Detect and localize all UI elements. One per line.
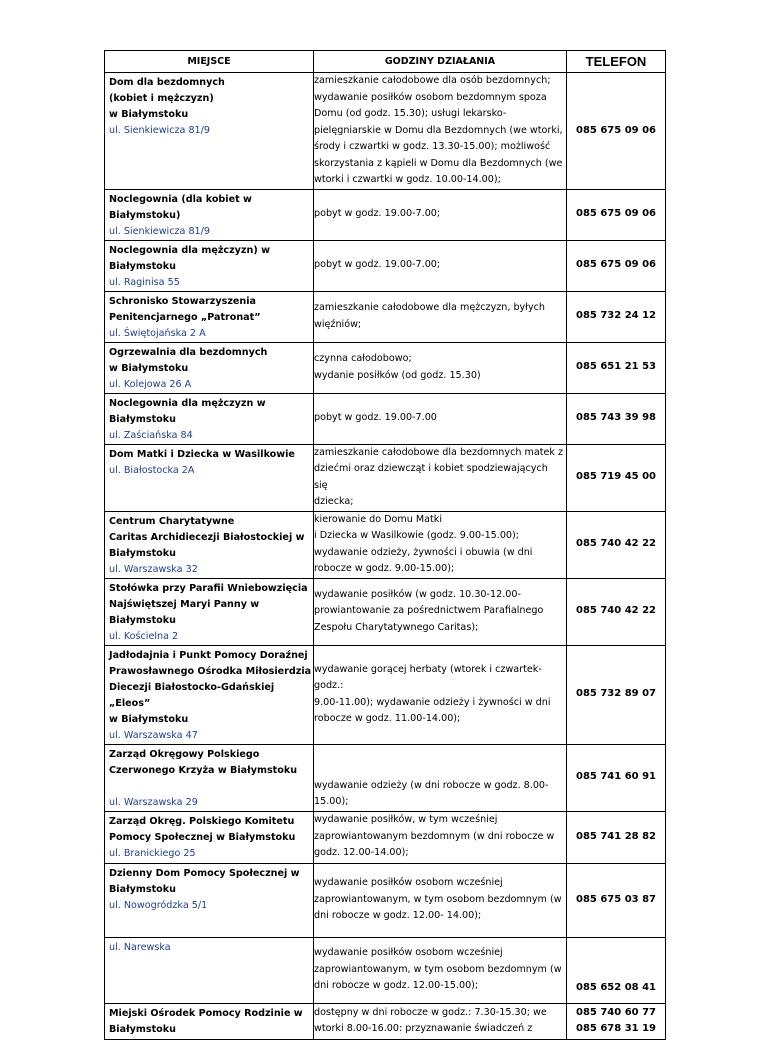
phone-cell (567, 73, 666, 190)
place-name: Zarząd Okręgowy Polskiego Czerwonego Krzyża w Białymstoku (109, 748, 298, 776)
hours-text: dostępny w dni robocze w godz.: 7.30-15.30; we wtorki 8.00-16.00: przyznawanie świadczeń z (314, 1006, 547, 1034)
hours-cell (314, 937, 567, 1003)
phone-cell (567, 578, 666, 645)
hours-cell (314, 291, 567, 342)
place-cell (105, 393, 314, 444)
place-address: ul. Nowogródzka 5/1 (109, 899, 208, 911)
phone-cell (567, 291, 666, 342)
header-hours: GODZINY DZIAŁANIA (314, 51, 567, 73)
phone-number: 085 675 03 87 (575, 893, 657, 905)
table-row (105, 811, 666, 863)
phone-number: 085 652 08 41 (575, 982, 657, 993)
hours-text: wydawanie posiłków, w tym wcześniej zaprowiantowanym bezdomnym (w dni robocze w godz. 12.00-14.00); (314, 814, 555, 859)
place-address: ul. Raginisa 55 (109, 276, 180, 288)
place-address: ul. Białostocka 2A (109, 464, 195, 476)
place-name: Miejski Ośrodek Pomocy Rodzinie w Białymstoku (109, 1007, 303, 1035)
place-name: Ogrzewalnia dla bezdomnych w Białymstoku (109, 346, 268, 374)
phone-cell (567, 811, 666, 863)
hours-cell (314, 578, 567, 645)
place-name: Jadłodajnia i Punkt Pomocy Doraźnej Prawosławnego Ośrodka Miłosierdzia Diecezji Białostocko-Gdańskiej „Eleos” w Białymstoku (109, 649, 312, 725)
place-cell (105, 744, 314, 811)
phone-cell (567, 444, 666, 511)
place-cell (105, 189, 314, 240)
place-name: Zarząd Okręg. Polskiego Komitetu Pomocy Społecznej w Białymstoku (109, 815, 296, 843)
phone-cell (567, 1003, 666, 1039)
hours-text: wydawanie gorącej herbaty (wtorek i czwartek-godz.: 9.00-11.00); wydawanie odzieży i żywności w dni robocze w godz. 11.00-14.00); (314, 663, 551, 724)
header-row (105, 51, 666, 73)
place-cell (105, 511, 314, 578)
place-name: Dom Matki i Dziecka w Wasilkowie (109, 448, 295, 460)
table-row (105, 744, 666, 811)
place-cell (105, 645, 314, 744)
hours-text: czynna całodobowo; wydanie posiłków (od godz. 15.30) (314, 353, 481, 381)
phone-number: 085 740 42 22 (575, 605, 657, 617)
place-address: ul. Kościelna 2 (109, 630, 179, 642)
phone-cell (567, 511, 666, 578)
place-address: ul. Zaściańska 84 (109, 429, 193, 441)
place-address: ul. Warszawska 29 (109, 796, 198, 808)
hours-text: zamieszkanie całodobowe dla mężczyzn, byłych więźniów; (314, 302, 545, 330)
phone-number: 085 743 39 98 (575, 412, 657, 424)
phone-number: 085 732 89 07 (575, 688, 657, 700)
place-name: Noclegownia (dla kobiet w Białymstoku) (109, 193, 252, 221)
place-cell (105, 444, 314, 511)
table-row (105, 291, 666, 342)
place-cell (105, 937, 314, 1003)
table-row (105, 444, 666, 511)
place-cell (105, 1003, 314, 1039)
place-cell (105, 73, 314, 190)
hours-cell (314, 73, 567, 190)
phone-number: 085 741 28 82 (575, 830, 657, 842)
place-name: Schronisko Stowarzyszenia Penitencjarnego „Patronat” (109, 295, 261, 323)
place-name: Noclegownia dla mężczyzn w Białymstoku (109, 397, 266, 425)
hours-cell (314, 240, 567, 291)
table-row (105, 645, 666, 744)
hours-cell (314, 342, 567, 393)
place-name: Stołówka przy Parafii Wniebowzięcia Najświętszej Maryi Panny w Białymstoku (109, 582, 308, 626)
table-row (105, 937, 666, 1003)
place-name: Noclegownia dla mężczyzn) w Białymstoku (109, 244, 270, 272)
phone-cell (567, 189, 666, 240)
phone-cell (567, 863, 666, 937)
phone-cell (567, 342, 666, 393)
phone-number: 085 651 21 53 (575, 361, 657, 373)
place-address: ul. Warszawska 47 (109, 729, 198, 741)
hours-cell (314, 744, 567, 811)
place-cell (105, 863, 314, 937)
directory-table (104, 50, 666, 1040)
table-row (105, 393, 666, 444)
hours-cell (314, 863, 567, 937)
hours-cell (314, 811, 567, 863)
place-address: ul. Branickiego 25 (109, 847, 196, 859)
table-row (105, 863, 666, 937)
place-cell (105, 240, 314, 291)
place-address: ul. Sienkiewicza 81/9 (109, 125, 211, 136)
place-name: Dom dla bezdomnych (kobiet i mężczyzn) w Białymstoku (109, 77, 225, 120)
hours-text: zamieszkanie całodobowe dla bezdomnych matek z dziećmi oraz dziewcząt i kobiet spodziewających się dziecka; (314, 446, 564, 507)
hours-text: wydawanie posiłków osobom wcześniej zaprowiantowanym, w tym osobom bezdomnym (w dni robocze w godz. 12.00- 14.00); (314, 877, 562, 922)
hours-cell (314, 393, 567, 444)
phone-number: 085 740 60 77 (575, 1006, 657, 1018)
phone-number: 085 740 42 22 (575, 538, 657, 550)
place-cell (105, 342, 314, 393)
phone-number: 085 732 24 12 (575, 310, 657, 322)
place-cell (105, 291, 314, 342)
place-address: ul. Sienkiewicza 81/9 (109, 225, 211, 237)
hours-text: pobyt w godz. 19.00-7.00; (314, 259, 441, 271)
hours-text: zamieszkanie całodobowe dla osób bezdomnych; wydawanie posiłków osobom bezdomnym spoza Domu (od godz. 15.30); usługi lekarsko- pielęgniarskie w Domu dla Bezdomnych (we wtorki, środy i czwartki w godz. 13.30-15.00); możliwość skorzystania z kąpieli w Domu dla Bezdomnych (we wtorki i czwartki w godz. 10.00-14.00); (314, 75, 563, 185)
place-address: ul. Warszawska 32 (109, 563, 198, 575)
table-row (105, 189, 666, 240)
hours-text: wydawanie posiłków osobom wcześniej zaprowiantowanym, w tym osobom bezdomnym (w dni robocze w godz. 12.00-15.00); (314, 947, 562, 992)
phone-cell (567, 393, 666, 444)
table-row (105, 240, 666, 291)
phone-number: 085 675 09 06 (575, 208, 657, 220)
hours-text: pobyt w godz. 19.00-7.00; (314, 208, 441, 220)
table-row (105, 342, 666, 393)
hours-text: wydawanie posiłków (w godz. 10.30-12.00- prowiantowanie za pośrednictwem Parafialnego Zespołu Charytatywnego Caritas); (314, 588, 544, 633)
phone-cell (567, 937, 666, 1003)
place-address: ul. Narewska (109, 941, 171, 953)
place-name: Centrum Charytatywne Caritas Archidiecezji Białostockiej w Białymstoku (109, 515, 305, 559)
place-name: Dzienny Dom Pomocy Społecznej w Białymstoku (109, 867, 300, 895)
phone-number: 085 675 09 06 (575, 124, 657, 136)
place-cell (105, 578, 314, 645)
hours-cell (314, 645, 567, 744)
phone-number: 085 675 09 06 (575, 259, 657, 271)
phone-number: 085 719 45 00 (575, 471, 657, 483)
hours-cell (314, 1003, 567, 1039)
place-cell (105, 811, 314, 863)
phone-number: 085 678 31 19 (575, 1023, 657, 1034)
hours-cell (314, 444, 567, 511)
hours-text: pobyt w godz. 19.00-7.00 (314, 412, 437, 424)
hours-text: kierowanie do Domu Matki i Dziecka w Wasilkowie (godz. 9.00-15.00); wydawanie odzieży, żywności i obuwia (w dni robocze w godz. 9.00-15.00); (314, 513, 533, 574)
place-address: ul. Świętojańska 2 A (109, 327, 206, 339)
hours-text: wydawanie odzieży (w dni robocze w godz. 8.00- 15.00); (314, 779, 549, 807)
table-row (105, 73, 666, 190)
phone-cell (567, 645, 666, 744)
table-row (105, 511, 666, 578)
hours-cell (314, 189, 567, 240)
table-row (105, 578, 666, 645)
phone-cell (567, 240, 666, 291)
header-phone: TELEFON (567, 51, 666, 73)
table-row (105, 1003, 666, 1039)
hours-cell (314, 511, 567, 578)
phone-number: 085 741 60 91 (575, 771, 657, 783)
phone-cell (567, 744, 666, 811)
place-address: ul. Kolejowa 26 A (109, 378, 192, 390)
header-place: MIEJSCE (105, 51, 314, 73)
